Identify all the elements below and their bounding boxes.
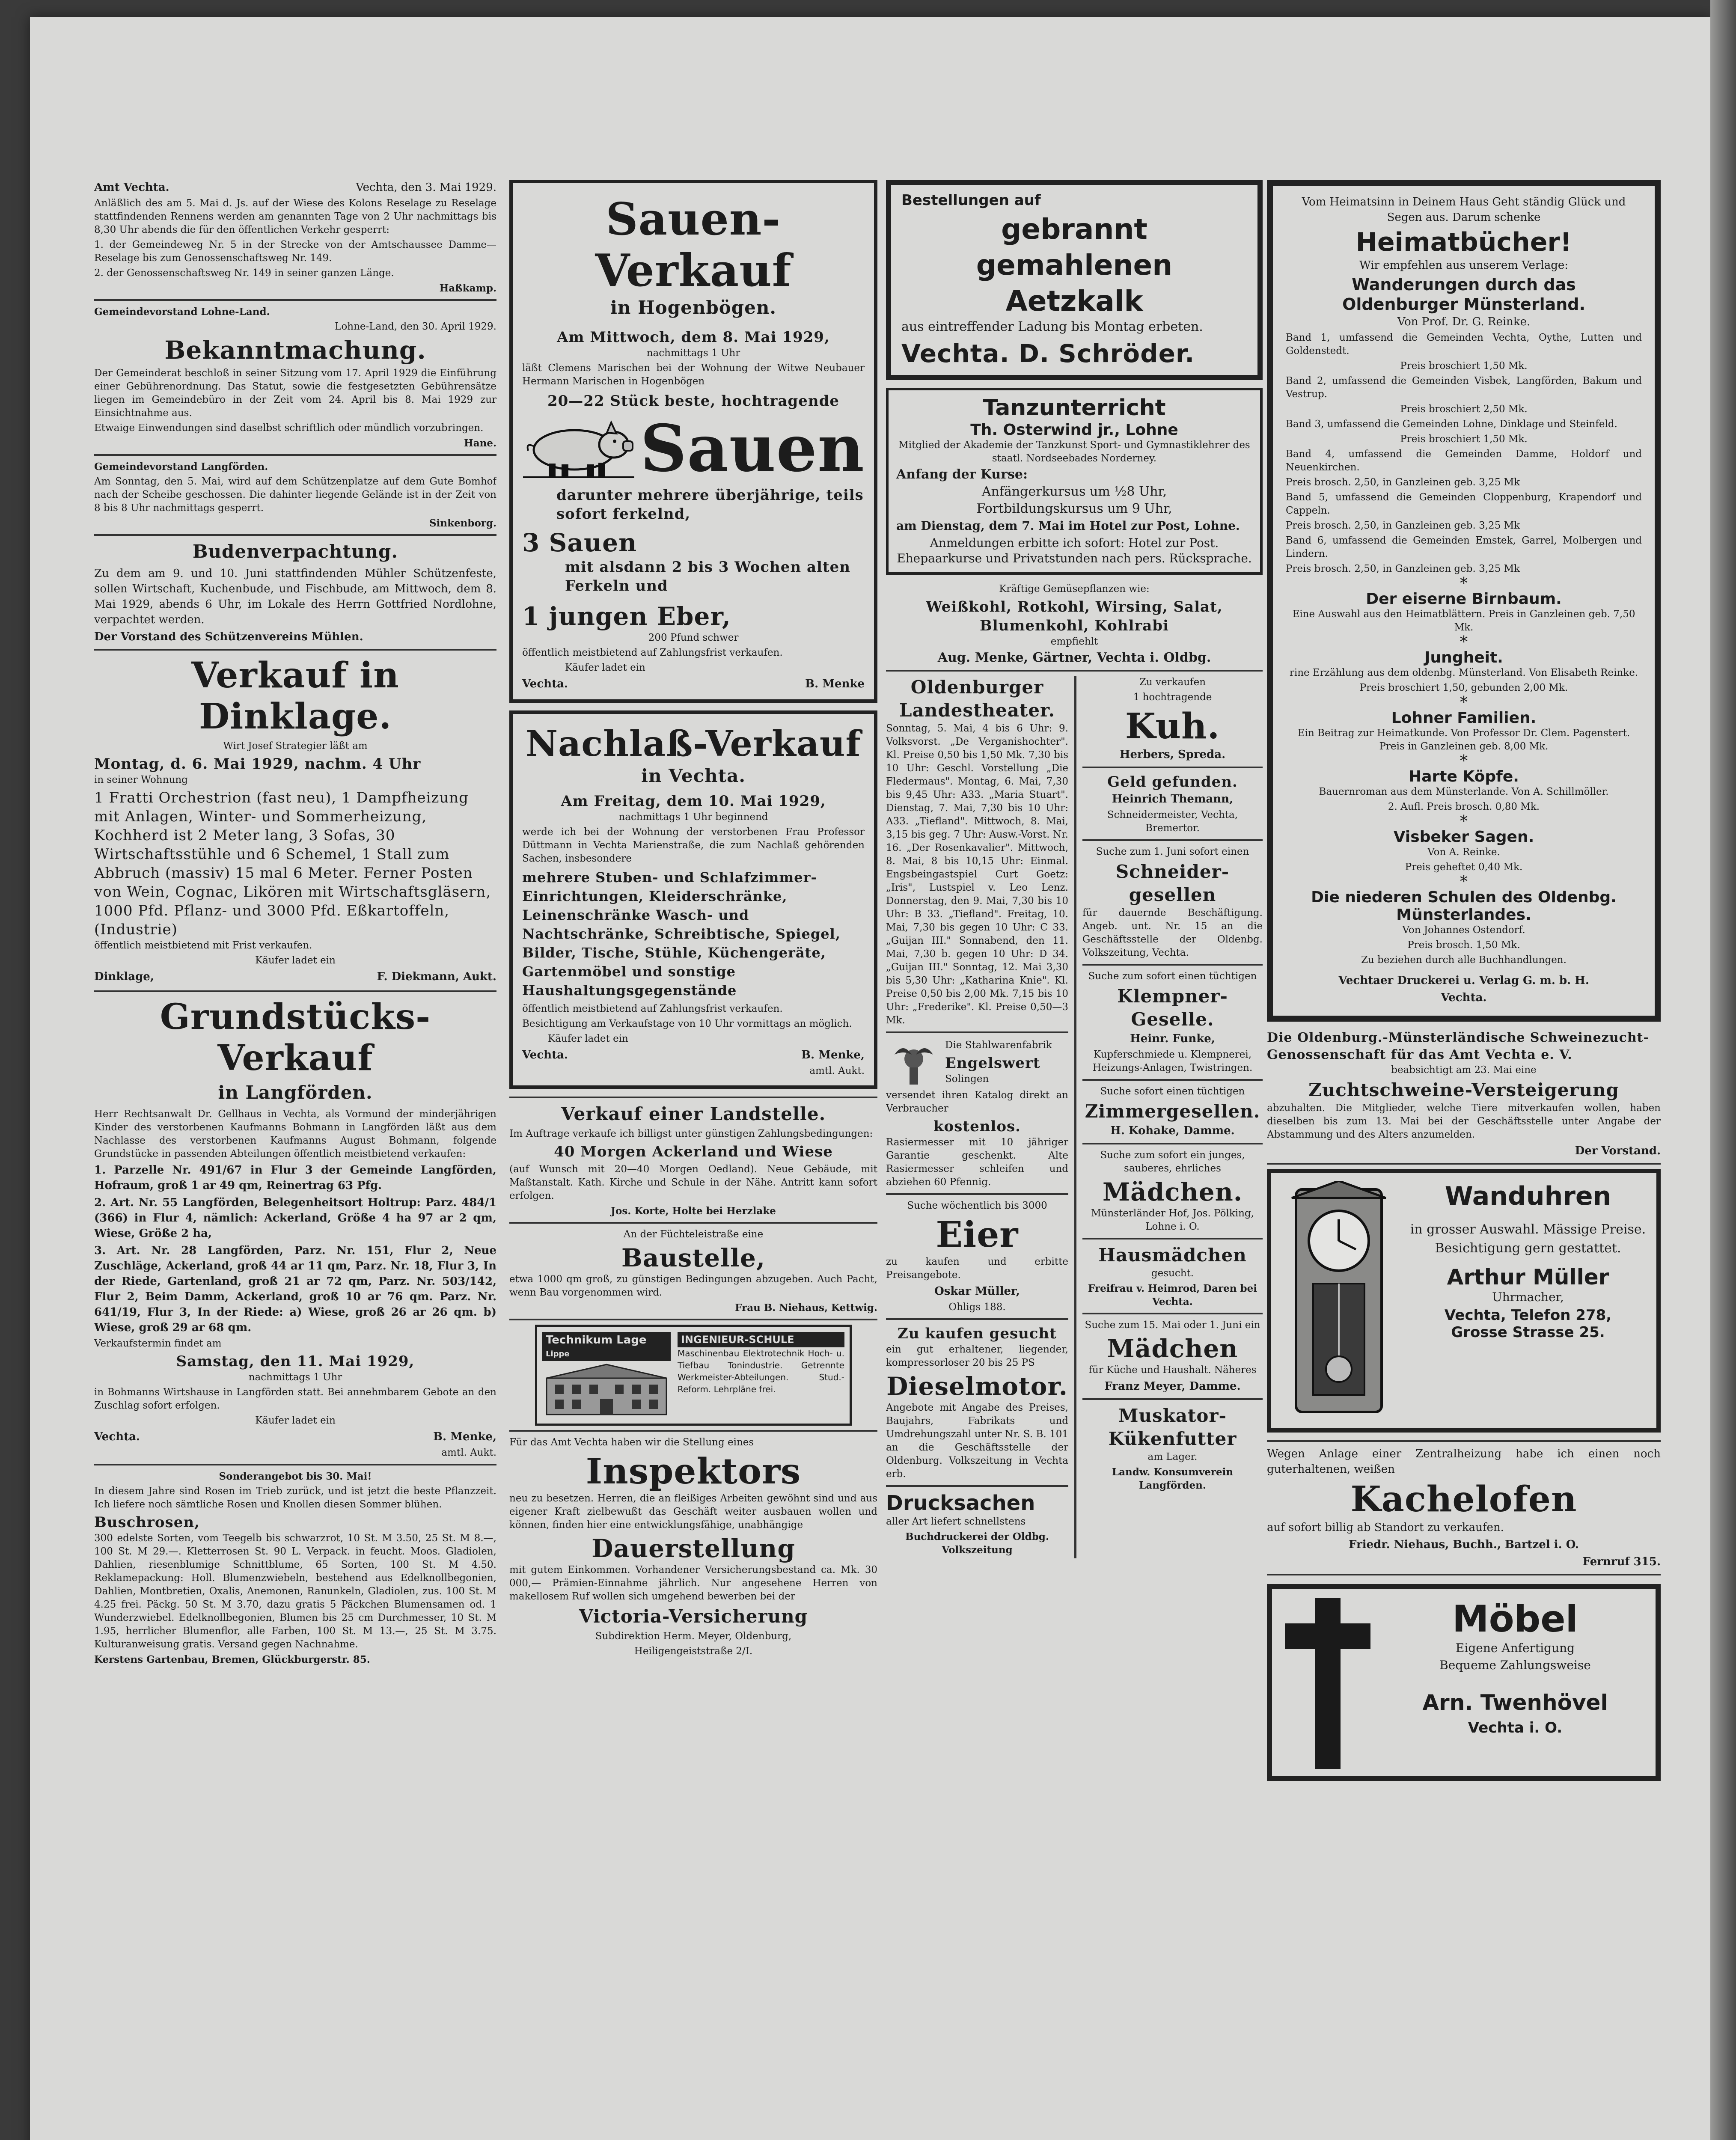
moebel-city: Vechta i. O.	[1468, 1719, 1563, 1736]
grundstuecks-term-intro: Verkaufstermin findet am	[94, 1338, 222, 1349]
maedchen-body: Münsterländer Hof, Jos. Pölking, Lohne i. O.	[1091, 1208, 1254, 1232]
gemuese-signature: Aug. Menke, Gärtner, Vechta i. Oldbg.	[937, 650, 1211, 665]
nachlass-time: nachmittags 1 Uhr beginnend	[618, 811, 768, 823]
sauen-count: 20—22 Stück beste, hochtragende	[547, 392, 840, 410]
inspektor-dauerstellung: Dauerstellung	[592, 1534, 795, 1563]
grundstuecks-term-date: Samstag, den 11. Mai 1929,	[176, 1353, 415, 1370]
jungheit-price: Preis broschiert 1,50, gebunden 2,00 Mk.	[1359, 682, 1568, 693]
nachlass-verkauf-ad	[509, 710, 877, 1089]
sauen-verkauf-title: Sauen-Verkauf	[595, 193, 792, 297]
kachelofen-telephone: Fernruf 315.	[1582, 1555, 1661, 1568]
tanzunterricht-course2: Fortbildungskursus um 9 Uhr,	[976, 501, 1172, 516]
rosen-header: Sonderangebot bis 30. Mai!	[219, 1471, 372, 1482]
hausmaedchen-subtitle: gesucht.	[1151, 1268, 1194, 1279]
baustelle-signature: Frau B. Niehaus, Kettwig.	[735, 1302, 877, 1314]
aetzkalk-line2: gemahlenen	[976, 249, 1173, 282]
technikum-engineering-school: INGENIEUR-SCHULE	[678, 1332, 844, 1347]
separator-star-icon: *	[1460, 575, 1468, 592]
kuh-signature: Herbers, Spreda.	[1119, 748, 1226, 761]
grundstuecks-term-time: nachmittags 1 Uhr	[248, 1372, 342, 1383]
moebel-subtitle1: Eigene Anfertigung	[1455, 1641, 1575, 1655]
heimat-band5: Band 5, umfassend die Gemeinden Cloppenburg, Krapendorf und Cappeln.	[1286, 492, 1642, 516]
nachlass-terms: öffentlich meistbietend auf Zahlungsfrist verkaufen.	[522, 1003, 783, 1014]
nachlass-items: mehrere Stuben- und Schlafzimmer-Einrichtungen, Kleiderschränke, Leinenschränke Wasch- und Nachtschränke, Schreibtische, Spiegel, Bilder, Tische, Stühle, Küchengeräte, Gartenmöbel und sonstige Haushaltungsgegenstände	[522, 869, 841, 999]
grundstuecks-item1: 1. Parzelle Nr. 491/67 in Flur 3 der Gemeinde Langförden, Hofraum, groß 1 ar 49 qm, Reinertrag 63 Pfg.	[94, 1164, 496, 1192]
wanduhren-address: Vechta, Telefon 278,	[1444, 1307, 1612, 1324]
muskator-signature: Landw. Konsumverein Langförden.	[1112, 1466, 1234, 1491]
heimat-title: Heimatbücher!	[1356, 227, 1572, 257]
tanzunterricht-start: Anfang der Kurse:	[896, 467, 1028, 482]
grundstuecks-signature-title: amtl. Aukt.	[441, 1447, 496, 1458]
wanduhren-street: Grosse Strasse 25.	[1451, 1324, 1605, 1341]
maedchen2-title: Mädchen	[1107, 1334, 1238, 1363]
gemuese-recommends: empfiehlt	[1050, 636, 1098, 647]
dinklage-intro: Wirt Josef Strategier läßt am	[223, 740, 368, 752]
klempner-body: Kupferschmiede u. Klempnerei, Heizungs-Anlagen, Twistringen.	[1092, 1049, 1253, 1073]
nachlass-title: Nachlaß-Verkauf	[526, 723, 861, 764]
heimat-price1: Preis broschiert 1,50 Mk.	[1400, 360, 1528, 372]
maedchen-intro: Suche zum sofort ein junges, sauberes, ehrliches	[1100, 1150, 1245, 1174]
amt-vechta-item1: 1. der Gemeindeweg Nr. 5 in der Strecke von der Amtschaussee Damme—Reselage bis zum Genossenschaftsweg Nr. 149.	[94, 239, 496, 264]
sauen-date: Am Mittwoch, dem 8. Mai 1929,	[557, 329, 830, 346]
dinklage-date: Montag, d. 6. Mai 1929, nachm. 4 Uhr	[94, 755, 421, 773]
dinklage-title: Verkauf in Dinklage.	[191, 655, 399, 737]
kachelofen-body: auf sofort billig ab Standort zu verkaufen.	[1267, 1521, 1504, 1534]
heimat-recommend: Wir empfehlen aus unserem Verlage:	[1359, 259, 1569, 272]
kachelofen-title: Kachelofen	[1350, 1479, 1577, 1520]
tanzunterricht-body2: Anmeldungen erbitte ich sofort: Hotel zur Post. Ehepaarkurse und Privatstunden nach pers. Rücksprache.	[897, 536, 1252, 565]
sauen-weight: 200 Pfund schwer	[648, 632, 739, 643]
geld-title: Geld gefunden.	[1107, 773, 1238, 791]
sauen-description: darunter mehrere überjährige, teils sofort ferkelnd,	[556, 487, 864, 523]
drucksachen-title: Drucksachen	[886, 1491, 1035, 1515]
heimat-author: Von Prof. Dr. G. Reinke.	[1397, 315, 1531, 328]
amt-vechta-body: Anläßlich des am 5. Mai d. Js. auf der Wiese des Kolons Reselage zu Reselage stattfindenden Rennens werden am genannten Tage von 2 Uhr nachmittags bis 8,30 Uhr abends die für den öffentlichen Verkehr gesperrt:	[94, 198, 496, 235]
heimat-price2: Preis broschiert 2,50 Mk.	[1400, 404, 1528, 415]
amt-vechta-date: Vechta, den 3. Mai 1929.	[356, 181, 496, 194]
kachelofen-intro: Wegen Anlage einer Zentralheizung habe ich einen noch guterhaltenen, weißen	[1267, 1447, 1661, 1476]
grundstuecks-buyers: Käufer ladet ein	[255, 1415, 336, 1426]
budenverpachtung-title: Budenverpachtung.	[192, 541, 398, 562]
amt-vechta-label: Amt Vechta.	[94, 181, 169, 194]
heimatbuecher-ad	[1267, 180, 1661, 1022]
sauen-verkauf-ad	[509, 180, 877, 703]
sauen-big-word: Sauen	[640, 411, 865, 486]
eier-body: zu kaufen und erbitte Preisangebote.	[886, 1256, 1068, 1281]
moebel-ad	[1267, 1584, 1661, 1781]
tanzunterricht-date: am Dienstag, dem 7. Mai im Hotel zur Post, Lohne.	[896, 519, 1240, 533]
theater-program: Sonntag, 5. Mai, 4 bis 6 Uhr: 9. Volksvorst. „De Verganishochter". Kl. Preise 0,50 bis 1,50 Mk. 7,30 bis 10 Uhr: Geschl. Vorstellung „Die Fledermaus". Montag, 6. Mai, 7,30 bis 9,45 Uhr: A33. „Maria Stuart". Dienstag, 7. Mai, 7,30 bis 10 Uhr: A33. „Tiefland". Mittwoch, 8. Mai, 3,15 bis geg. 7 Uhr: Ausw.-Vorst. Nr. 16. „Der Rosenkavalier". Mittwoch, 8. Mai, 8 bis 10,15 Uhr: Einmal. Engsbeingastspiel Curt Goetz: „Iris", Lustspiel v. Leo Lenz. Donnerstag, den 9. Mai, 7,30 bis 10 Uhr: B 33. „Tiefland". Freitag, 10. Mai, 7,30 bis gegen 10 Uhr: C 33. „Guijan III." Sonnabend, den 11. Mai, 7,30 b. gegen 10 Uhr: D 34. „Guijan III." Sonntag, 12. Mai 3,30 bis 5,30 Uhr: „Katharina Knie". Kl. Preise 0,50 bis 2,00 Mk. 7,15 bis 10 Uhr: „Frederike". Kl. Preise 0,50—3 Mk.	[886, 723, 1068, 1026]
tanzunterricht-name: Th. Osterwind jr., Lohne	[970, 421, 1178, 439]
baustelle-body: etwa 1000 qm groß, zu günstigen Bedingungen abzugeben. Auch Pacht, wenn Bau vorgenommen wird.	[509, 1274, 877, 1298]
grundstuecks-verkauf-subtitle: in Langförden.	[218, 1082, 373, 1103]
zucht-body: abzuhalten. Die Mitglieder, welche Tiere mitverkaufen wollen, haben dieselben bis zum 13. Mai bei der Geschäftsstelle unter Angabe der Abstammung und des Alters anzumelden.	[1267, 1103, 1661, 1140]
diesel-body: ein gut erhaltener, liegender, kompressorloser 20 bis 25 PS	[886, 1344, 1068, 1368]
baustelle-title: Baustelle,	[621, 1243, 766, 1272]
schulen-price: Preis brosch. 1,50 Mk.	[1407, 939, 1520, 951]
nachlass-buyers: Käufer ladet ein	[548, 1033, 628, 1044]
separator-star-icon: *	[1460, 873, 1468, 891]
dinklage-buyers: Käufer ladet ein	[255, 955, 336, 966]
column-3-right	[1074, 676, 1263, 1558]
tanzunterricht-ad	[886, 388, 1263, 575]
sauen-time: nachmittags 1 Uhr	[646, 348, 740, 359]
tanzunterricht-course1: Anfängerkursus um ½8 Uhr,	[981, 484, 1167, 499]
wanduhren-ad	[1267, 1169, 1661, 1433]
moebel-subtitle2: Bequeme Zahlungsweise	[1439, 1658, 1591, 1672]
separator-star-icon: *	[1460, 633, 1468, 651]
aetzkalk-signature: Vechta. D. Schröder.	[901, 339, 1195, 368]
eier-title: Eier	[936, 1214, 1019, 1255]
column-3	[886, 180, 1263, 2140]
column-3-left	[886, 676, 1074, 1558]
bekanntmachung-body: Der Gemeinderat beschloß in seiner Sitzung vom 17. April 1929 die Einführung einer Gebührenordnung. Das Statut, sowie die festgesetzten Gebührensätze liegen im Gemeindebüro in der Zeit vom 24. April bis 8. Mai 1929 zur Einsichtnahme aus.	[94, 368, 496, 419]
landstelle-signature: Jos. Korte, Holte bei Herzlake	[611, 1205, 776, 1217]
heimat-band4: Band 4, umfassend die Gemeinden Damme, Holdorf und Neuenkirchen.	[1286, 449, 1642, 473]
maedchen-title: Mädchen.	[1102, 1177, 1243, 1207]
moebel-title: Möbel	[1452, 1598, 1578, 1641]
baustelle-intro: An der Füchteleistraße eine	[623, 1229, 764, 1240]
pig-illustration	[523, 416, 634, 481]
landstelle-body: Im Auftrage verkaufe ich billigst unter günstigen Zahlungsbedingungen:	[509, 1128, 873, 1139]
aetzkalk-line3: Aetzkalk	[1005, 285, 1143, 318]
nachlass-signature-title: amtl. Aukt.	[809, 1065, 865, 1076]
rosen-body: In diesem Jahre sind Rosen im Trieb zurück, und ist jetzt die beste Pflanzzeit. Ich liefere noch sämtliche Rosen und Knollen diesen Sommer blühen.	[94, 1486, 496, 1510]
stahlwaren-ad	[886, 1037, 1068, 1089]
nachlass-place: Vechta.	[522, 1049, 568, 1061]
landstelle-body2: (auf Wunsch mit 20—40 Morgen Oedland). Neue Gebäude, mit Maßtanstalt. Kath. Kirche und Schule in der Nähe. Antritt kann sofort erfolgen.	[509, 1164, 877, 1201]
inspektor-title: Inspektors	[586, 1451, 801, 1492]
angel-logo-icon	[886, 1037, 942, 1089]
lohne-date: Lohne-Land, den 30. April 1929.	[335, 321, 496, 332]
harte-koepfe-body: Bauernroman aus dem Münsterlande. Von A. Schillmöller.	[1319, 786, 1609, 797]
sauen-three-desc: mit alsdann 2 bis 3 Wochen alten Ferkeln und	[565, 559, 850, 594]
aetzkalk-ad	[886, 180, 1263, 380]
nachlass-date: Am Freitag, dem 10. Mai 1929,	[561, 793, 826, 810]
grundstuecks-signature: B. Menke,	[433, 1430, 496, 1443]
heimat-band1: Band 1, umfassend die Gemeinden Vechta, Oythe, Lutten und Goldenstedt.	[1286, 332, 1642, 357]
sauen-body: läßt Clemens Marischen bei der Wohnung der Witwe Neubauer Hermann Marischen in Hogenbögen	[522, 363, 865, 387]
technikum-fields: Maschinenbau Elektrotechnik Hoch- u. Tiefbau Tonindustrie. Getrennte Werkmeister-Abteilungen. Stud.-Reform. Lehrpläne frei.	[678, 1348, 844, 1394]
bekanntmachung-signature: Hane.	[464, 437, 496, 449]
geld-address: Schneidermeister, Vechta, Bremertor.	[1107, 809, 1238, 834]
schneider-intro: Suche zum 1. Juni sofort einen	[1096, 846, 1249, 857]
birnbaum-body: Eine Auswahl aus den Heimatblättern. Preis in Ganzleinen geb. 7,50 Mk.	[1292, 609, 1635, 633]
grundstuecks-place: Vechta.	[94, 1430, 140, 1443]
klempner-title: Klempner-Geselle.	[1117, 986, 1228, 1030]
stahlwaren-name: Die Stahlwarenfabrik	[945, 1040, 1052, 1051]
budenverpachtung-body: Zu dem am 9. und 10. Juni stattfindenden Mühler Schützenfeste, sollen Wirtschaft, Kuchenbude, und Fischbude, am Mittwoch, dem 8. Mai 1929, abends 6 Uhr, im Lokale des Herrn Gottfried Nordlohne, verpachtet werden.	[94, 567, 496, 626]
stahlwaren-brand: Engelswert	[945, 1055, 1040, 1072]
dinklage-signature: F. Diekmann, Aukt.	[377, 970, 496, 983]
eier-name: Oskar Müller,	[934, 1285, 1020, 1298]
wanduhren-body: in grosser Auswahl. Mässige Preise. Besichtigung gern gestattet.	[1410, 1222, 1646, 1256]
separator-star-icon: *	[1460, 694, 1468, 711]
wall-clock-illustration	[1279, 1181, 1399, 1421]
dinklage-place: Dinklage,	[94, 970, 154, 983]
grundstuecks-term-body: in Bohmanns Wirtshause in Langförden statt. Bei annehmbarem Gebote an den Zuschlag sofort erfolgen.	[94, 1387, 496, 1411]
maedchen2-intro: Suche zum 15. Mai oder 1. Juni ein	[1085, 1320, 1260, 1331]
aetzkalk-body: aus eintreffender Ladung bis Montag erbeten.	[901, 319, 1203, 334]
schulen-buy: Zu beziehen durch alle Buchhandlungen.	[1361, 954, 1567, 966]
diesel-body2: Angebote mit Angabe des Preises, Baujahrs, Fabrikats und Umdrehungszahl unter Nr. S. B. 101 an die Geschäftsstelle der Oldenburg. Volkszeitung in Vechta erb.	[886, 1402, 1068, 1480]
eier-address: Ohligs 188.	[948, 1302, 1006, 1313]
muskator-subtitle: am Lager.	[1147, 1451, 1198, 1462]
cross-logo-icon	[1285, 1598, 1370, 1769]
amt-vechta-signature: Haßkamp.	[439, 282, 496, 294]
rosen-body2: 300 edelste Sorten, vom Teegelb bis schwarzrot, 10 St. M 3.50, 25 St. M 8.—, 100 St. M 29.—. Kletterrosen St. 90 L. Verpack. in feucht. Moos. Gladiolen, Dahlien, riesenblumige Schnittblume, 65 Sorten, 100 St. M 4.50. Reklamepackung: Holl. Blumenzwiebeln, bestehend aus Edelknollbegonien, Dahlien, Montbretien, Oxalis, Anemonen, Ranunkeln, Gladiolen, zus. 100 St. M 4.25 frei. Päckg. 50 St. M 3.70, dazu gratis 5 Päckchen Blumensamen od. 1 Wunderzwiebel. Edelknollbegonien, Blumen bis 25 cm Durchmesser, 10 St. M 1.95, herrlicher Blumenflor, alle Farben, 100 St. M 13.—, 25 St. M 3.75. Kulturanweisung gratis. Versand gegen Nachnahme.	[94, 1533, 496, 1650]
aetzkalk-line1: gebrannt	[1001, 213, 1147, 246]
harte-koepfe-title: Harte Köpfe.	[1409, 768, 1519, 785]
victoria-address: Subdirektion Herm. Meyer, Oldenburg,	[595, 1631, 792, 1642]
sauen-verkauf-subtitle: in Hogenbögen.	[610, 297, 777, 318]
bekanntmachung-body2: Etwaige Einwendungen sind daselbst schriftlich oder mündlich vorzubringen.	[94, 422, 484, 434]
visbeker-sagen-title: Visbeker Sagen.	[1393, 828, 1534, 846]
diesel-intro: Zu kaufen gesucht	[898, 1325, 1057, 1342]
grundstuecks-item3: 3. Art. Nr. 28 Langförden, Parz. Nr. 151, Flur 2, Neue Zuschläge, Ackerland, groß 44 ar 11 qm, Parz. Nr. 18, Flur 3, In der Riede, Gartenland, groß 21 ar 72 qm, Parz. Nr. 503/142, Flur 2, Beim Damm, Ackerland, groß 10 ar 76 qm. Parz. Nr. 641/19, Flur 3, In der Riede: a) Wiese, groß 26 ar 26 qm. b) Wiese, groß 29 ar 68 qm.	[94, 1244, 496, 1334]
harte-koepfe-price: 2. Aufl. Preis brosch. 0,80 Mk.	[1388, 801, 1540, 812]
heimat-band2: Band 2, umfassend die Gemeinden Visbek, Langförden, Bakum und Vestrup.	[1286, 375, 1642, 400]
schneider-title: Schneider-gesellen	[1115, 861, 1230, 905]
heimat-price5: Preis brosch. 2,50, in Ganzleinen geb. 3,25 Mk	[1286, 520, 1520, 531]
schulen-title: Die niederen Schulen des Oldenbg. Münsterlandes.	[1311, 889, 1617, 924]
grundstuecks-body: Herr Rechtsanwalt Dr. Gellhaus in Vechta, als Vormund der minderjährigen Kinder des verstorbenen Kaufmanns Bohmann in Langförden läßt aus dem Nachlasse des verstorbenen Kaufmanns August Bohmann, folgende Grundstücke in passenden Abteilungen öffentlich meistbietend verkaufen:	[94, 1109, 496, 1159]
moebel-name: Arn. Twenhövel	[1422, 1690, 1608, 1715]
zucht-header: Die Oldenburg.-Münsterländische Schweinezucht-Genossenschaft für das Amt Vechta e. V.	[1267, 1030, 1649, 1062]
geld-name: Heinrich Themann,	[1112, 793, 1234, 805]
sauen-eber: 1 jungen Eber,	[522, 602, 731, 631]
zimmergesellen-signature: H. Kohake, Damme.	[1110, 1124, 1235, 1137]
sauen-buyers: Käufer ladet ein	[565, 662, 645, 673]
lohner-familien-title: Lohner Familien.	[1391, 709, 1537, 727]
heimat-band3: Band 3, umfassend die Gemeinden Lohne, Dinklage und Steinfeld.	[1286, 419, 1617, 430]
stahlwaren-body: versendet ihren Katalog direkt an Verbraucher	[886, 1090, 1068, 1114]
column-1	[94, 180, 496, 2140]
tanzunterricht-body: Mitglied der Akademie der Tanzkunst Sport- und Gymnastiklehrer des staatl. Nordseebades Norderney.	[898, 440, 1250, 464]
grundstuecks-item2: 2. Art. Nr. 55 Langförden, Belegenheitsort Holtrup: Parz. 484/1 (366) in Flur 4, nämlich: Ackerland, Größe 4 ha 97 ar 2 qm, Wiese, Größe 2 ha,	[94, 1196, 496, 1240]
zucht-signature: Der Vorstand.	[1575, 1144, 1661, 1157]
langfoerden-signature: Sinkenborg.	[429, 517, 496, 529]
dinklage-location: in seiner Wohnung	[94, 774, 188, 785]
bekanntmachung-title: Bekanntmachung.	[164, 336, 426, 365]
theater-title: Oldenburger Landestheater.	[899, 677, 1055, 721]
maedchen2-signature: Franz Meyer, Damme.	[1104, 1380, 1241, 1393]
amt-vechta-header	[94, 180, 496, 197]
separator-star-icon: *	[1460, 813, 1468, 830]
klempner-intro: Suche zum sofort einen tüchtigen	[1088, 971, 1257, 982]
budenverpachtung-signature: Der Vorstand des Schützenvereins Mühlen.	[94, 630, 363, 643]
schneider-body: für dauernde Beschäftigung. Angeb. unt. Nr. 15 an die Geschäftsstelle der Oldenbg. Volkszeitung, Vechta.	[1082, 907, 1263, 958]
sauen-place: Vechta.	[522, 678, 568, 690]
technikum-ad	[535, 1325, 852, 1426]
separator-star-icon: *	[1460, 752, 1468, 770]
sauen-signature: B. Menke	[805, 678, 865, 690]
nachlass-body: werde ich bei der Wohnung der verstorbenen Frau Professor Düttmann in Vechta Marienstraße, die zum Nachlaß gehörenden Sachen, insbesondere	[522, 826, 865, 864]
visbeker-sagen-body: Von A. Reinke.	[1427, 847, 1500, 858]
school-building-illustration	[542, 1361, 671, 1417]
kuh-intro: Zu verkaufen	[1139, 677, 1206, 688]
heimat-price6: Preis brosch. 2,50, in Ganzleinen geb. 3,25 Mk	[1286, 563, 1520, 574]
landstelle-title: Verkauf einer Landstelle.	[561, 1103, 826, 1124]
stahlwaren-free: kostenlos.	[933, 1118, 1021, 1135]
klempner-name: Heinr. Funke,	[1130, 1032, 1215, 1045]
grundstuecks-verkauf-title: Grundstücks-Verkauf	[160, 996, 431, 1079]
rosen-signature: Kerstens Gartenbau, Bremen, Glückburgerstr. 85.	[94, 1654, 370, 1665]
wanduhren-title: Wanduhren	[1445, 1181, 1611, 1211]
dinklage-terms: öffentlich meistbietend mit Frist verkaufen.	[94, 940, 312, 951]
zucht-title: Zuchtschweine-Versteigerung	[1308, 1079, 1619, 1100]
inspektor-intro: Für das Amt Vechta haben wir die Stellung eines	[509, 1437, 754, 1448]
visbeker-sagen-price: Preis geheftet 0,40 Mk.	[1405, 862, 1523, 873]
tanzunterricht-title: Tanzunterricht	[983, 395, 1166, 421]
aetzkalk-intro: Bestellungen auf	[901, 192, 1041, 209]
binding-edge	[1710, 0, 1736, 2140]
hausmaedchen-signature: Freifrau v. Heimrod, Daren bei Vechta.	[1088, 1283, 1257, 1308]
inspektor-body: neu zu besetzen. Herren, die an fleißiges Arbeiten gewöhnt sind und aus eigener Kraft zielbewußt das Geschäft weiter ausbauen wollen und können, finden hier eine entwicklungsfähige, unabhängige	[509, 1493, 877, 1531]
technikum-name: Technikum Lage Lippe	[542, 1332, 671, 1361]
gemuese-intro: Kräftige Gemüsepflanzen wie:	[999, 583, 1150, 594]
wanduhren-job: Uhrmacher,	[1492, 1290, 1564, 1304]
gemeindevorstand-lohne: Gemeindevorstand Lohne-Land.	[94, 306, 270, 318]
victoria-address2: Heiligengeiststraße 2/I.	[634, 1646, 753, 1657]
kuh-title: Kuh.	[1125, 706, 1220, 747]
hausmaedchen-title: Hausmädchen	[1098, 1245, 1247, 1266]
verlag-signature: Vechtaer Druckerei u. Verlag G. m. b. H.	[1338, 974, 1589, 987]
heimat-quote: Vom Heimatsinn in Deinem Haus Geht ständig Glück und Segen aus. Darum schenke	[1302, 196, 1626, 224]
heimat-band6: Band 6, umfassend die Gemeinden Emstek, Garrel, Molbergen und Lindern.	[1286, 535, 1642, 559]
gemeindevorstand-langfoerden: Gemeindevorstand Langförden.	[94, 461, 268, 473]
diesel-title: Dieselmotor.	[886, 1372, 1068, 1401]
wanduhren-name: Arthur Müller	[1447, 1265, 1609, 1290]
inspektor-body2: mit gutem Einkommen. Vorhandener Versicherungsbestand ca. Mk. 30 000,— Prämien-Einnahme jährlich. Nur angesehene Herren von makellosem Ruf wollen sich umgehend bewerben bei der	[509, 1564, 877, 1602]
lohner-familien-body: Ein Beitrag zur Heimatkunde. Von Professor Dr. Clem. Pagenstert. Preis in Ganzleinen geb. 8,00 Mk.	[1297, 728, 1630, 752]
victoria-versicherung: Victoria-Versicherung	[579, 1606, 808, 1627]
dinklage-items: 1 Fratti Orchestrion (fast neu), 1 Dampfheizung mit Anlagen, Winter- und Sommerheizung, Kochherd ist 2 Meter lang, 3 Sofas, 30 Wirtschaftsstühle und 6 Schemel, 1 Stall zum Abbruch (massiv) 15 mal 6 Meter. Ferner Posten von Wein, Cognac, Likören mit Wirtschaftsgläsern, 1000 Pfd. Pflanz- und 3000 Pfd. Eßkartoffeln, (Industrie)	[94, 789, 491, 938]
heimat-subtitle2: Oldenburger Münsterland.	[1342, 295, 1585, 314]
schulen-body: Von Johannes Ostendorf.	[1402, 924, 1525, 936]
stahlwaren-place: Solingen	[945, 1073, 989, 1085]
rosen-buschrosen: Buschrosen,	[94, 1514, 200, 1531]
zucht-intro: beabsichtigt am 23. Mai eine	[1391, 1064, 1537, 1076]
muskator-title: Muskator-Kükenfutter	[1108, 1405, 1237, 1449]
nachlass-signature: B. Menke,	[801, 1049, 865, 1061]
nachlass-view: Besichtigung am Verkaufstage von 10 Uhr vormittags an möglich.	[522, 1018, 852, 1029]
eier-intro: Suche wöchentlich bis 3000	[907, 1200, 1047, 1211]
column-2	[509, 180, 877, 2140]
zimmergesellen-title: Zimmergesellen.	[1085, 1101, 1260, 1122]
stahlwaren-body2: Rasiermesser mit 10 jähriger Garantie geschenkt. Alte Rasiermesser schleifen und abziehen 60 Pfennig.	[886, 1137, 1068, 1188]
jungheit-title: Jungheit.	[1424, 649, 1503, 666]
birnbaum-title: Der eiserne Birnbaum.	[1366, 590, 1562, 608]
amt-vechta-item2: 2. der Genossenschaftsweg Nr. 149 in seiner ganzen Länge.	[94, 268, 394, 279]
zimmergesellen-intro: Suche sofort einen tüchtigen	[1100, 1086, 1245, 1097]
heimat-price3: Preis broschiert 1,50 Mk.	[1400, 434, 1528, 445]
sauen-terms: öffentlich meistbietend auf Zahlungsfrist verkaufen.	[522, 647, 783, 658]
gemuese-list: Weißkohl, Rotkohl, Wirsing, Salat, Blumenkohl, Kohlrabi	[926, 598, 1223, 634]
nachlass-subtitle: in Vechta.	[641, 765, 746, 786]
verlag-city: Vechta.	[1441, 991, 1487, 1004]
heimat-subtitle1: Wanderungen durch das	[1352, 275, 1576, 294]
kachelofen-signature: Friedr. Niehaus, Buchh., Bartzel i. O.	[1349, 1538, 1579, 1551]
drucksachen-signature: Buchdruckerei der Oldbg. Volkszeitung	[905, 1531, 1049, 1556]
maedchen2-body: für Küche und Haushalt. Näheres	[1088, 1364, 1257, 1376]
kuh-subtitle: 1 hochtragende	[1133, 692, 1212, 703]
langfoerden-body: Am Sonntag, den 5. Mai, wird auf dem Schützenplatze auf dem Gute Bomhof nach der Scheibe geschossen. Die dahinter liegende Gelände ist in der Zeit von 8 bis 8 Uhr nachmittags gesperrt.	[94, 476, 496, 514]
column-4	[1267, 180, 1661, 2140]
drucksachen-body: aller Art liefert schnellstens	[886, 1516, 1026, 1527]
jungheit-body: rine Erzählung aus dem oldenbg. Münsterland. Von Elisabeth Reinke.	[1289, 667, 1638, 678]
sauen-three: 3 Sauen	[522, 528, 637, 557]
landstelle-big: 40 Morgen Ackerland und Wiese	[554, 1143, 833, 1160]
heimat-price4: Preis brosch. 2,50, in Ganzleinen geb. 3,25 Mk	[1286, 477, 1520, 488]
